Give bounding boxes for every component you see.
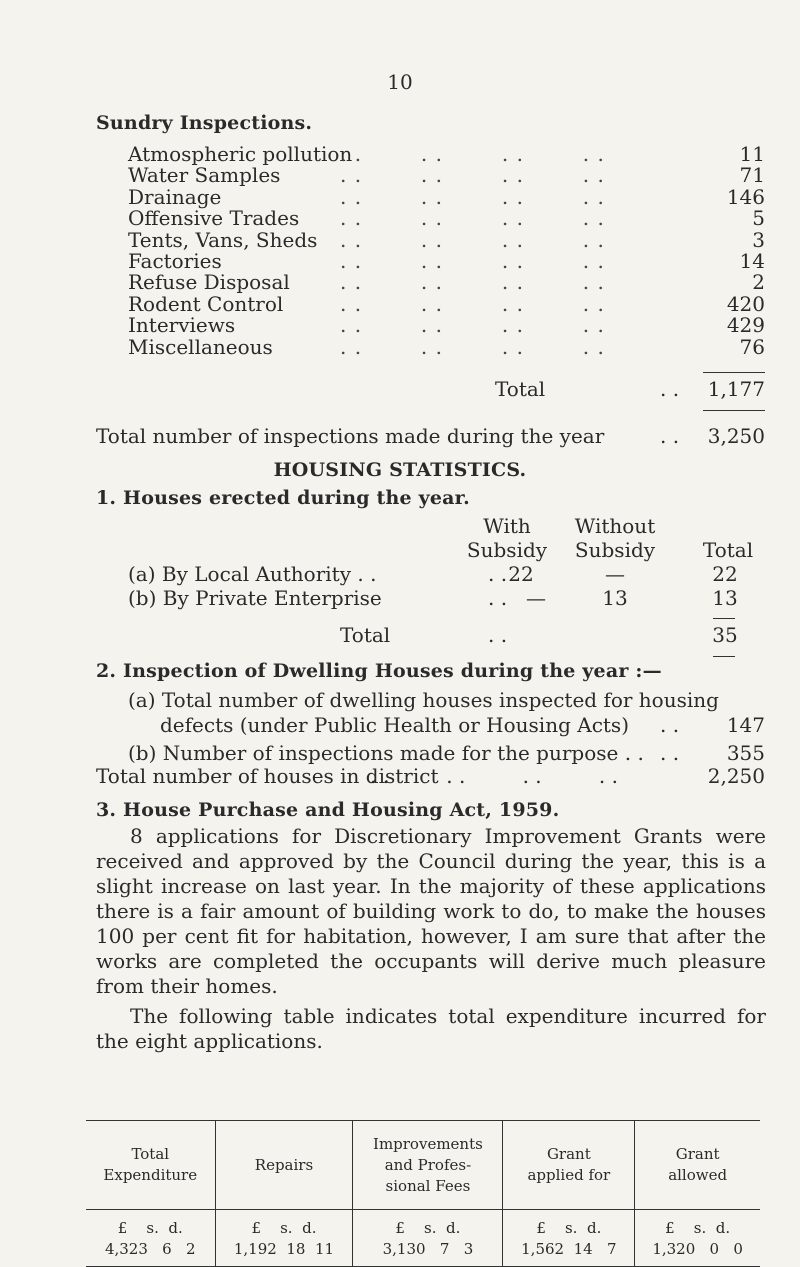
expenditure-header: Grant applied for (503, 1121, 635, 1210)
sundry-row-value: 11 (739, 142, 765, 166)
col-total: Total (702, 538, 754, 562)
expenditure-header: Repairs (215, 1121, 353, 1210)
sundry-row-value: 76 (739, 334, 765, 359)
sundry-row-value: 2 (752, 270, 765, 295)
sundry-row-label: Offensive Trades (128, 206, 300, 231)
leader-dots: . . . . . . . . (340, 142, 605, 166)
currency-units: £ s. d. (117, 1219, 183, 1237)
erected-total-value: 35 (712, 623, 738, 647)
erected-rule-bottom (713, 656, 735, 657)
sundry-row-value: 71 (739, 163, 765, 188)
sundry-row-label: Water Samples (128, 163, 281, 188)
row-local-authority: (a) By Local Authority . . (128, 562, 377, 586)
paragraph-table-intro: The following table indicates total expenditure incurred for the eight applications. (96, 1004, 766, 1053)
currency-units: £ s. d. (395, 1219, 461, 1237)
house-purchase-title: 3. House Purchase and Housing Act, 1959. (96, 799, 560, 821)
private-without: 13 (602, 586, 628, 610)
inspection-dwellings-title: 2. Inspection of Dwelling Houses during the year :— (96, 660, 662, 682)
sundry-row-value: 5 (752, 206, 765, 231)
local-without: — (605, 562, 625, 586)
sundry-row-label: Tents, Vans, Sheds (128, 227, 318, 252)
s2a-line1: (a) Total number of dwelling houses inspected for housing (128, 688, 719, 712)
erected-rule-top (713, 618, 735, 619)
sundry-row-value: 429 (726, 313, 765, 338)
leader-dots: . . . . . . . . (340, 334, 605, 359)
leader-dots: . . . . . . . . (340, 184, 605, 209)
sundry-row-label: Interviews (128, 313, 236, 338)
sundry-row (0, 335, 800, 361)
paragraph-applications: 8 applications for Discretionary Improvement Grants were received and approved by the Council during the year, this is a slight increase on last year. In the majority of these applications there is a fair amount of building work to do, to make the houses 100 per cent fit for habitation, however, I am sure that after the works are completed the occupants will derive much pleasure from their homes. (96, 824, 766, 998)
sundry-row-label: Miscellaneous (128, 334, 273, 359)
col-with: With (483, 514, 531, 538)
s2a-line2: defects (under Public Health or Housing Acts) (160, 713, 629, 737)
total-rule-bottom (703, 410, 765, 411)
expenditure-header: Total Expenditure (86, 1121, 215, 1210)
amount-value: 3,130 7 3 (382, 1240, 474, 1258)
page-number: 10 (387, 70, 413, 94)
amount-value: 4,323 6 2 (104, 1240, 196, 1258)
amount-value: 1,192 18 11 (233, 1240, 335, 1258)
private-with: — (526, 586, 546, 610)
expenditure-cell (215, 1210, 353, 1267)
expenditure-cell (353, 1210, 503, 1267)
expenditure-header: Improvements and Profes- sional Fees (353, 1121, 503, 1210)
sundry-row-label: Refuse Disposal (128, 270, 290, 295)
amount-value: 1,320 0 0 (652, 1240, 743, 1258)
sundry-row-value: 3 (752, 227, 765, 252)
sundry-row-label: Atmospheric pollution (128, 142, 353, 166)
all-inspections-label: Total number of inspections made during the year (96, 424, 605, 448)
s2a-value: 147 (726, 713, 765, 737)
total-rule-top (703, 372, 765, 373)
leader-dots: . . . . . . . . (340, 227, 605, 252)
s2b-value: 355 (726, 741, 765, 765)
private-total: 13 (712, 586, 738, 610)
row-private-enterprise: (b) By Private Enterprise (128, 586, 382, 610)
leader-dots: . . . . . . . . (340, 313, 605, 338)
sundry-row-label: Factories (128, 249, 222, 273)
houses-erected-title: 1. Houses erected during the year. (96, 487, 470, 509)
currency-units: £ s. d. (251, 1219, 317, 1237)
expenditure-cell (635, 1210, 760, 1267)
expenditure-table (86, 1120, 760, 1267)
col-without-subsidy: Subsidy (574, 538, 656, 562)
leader-dots: . . . . . . . . (340, 270, 605, 295)
s2b-label: (b) Number of inspections made for the purpose . . (128, 741, 644, 765)
all-inspections-value: 3,250 (707, 424, 765, 448)
expenditure-cell (503, 1210, 635, 1267)
sundry-row-label: Drainage (128, 184, 222, 209)
sundry-total-value: 1,177 (707, 377, 765, 401)
expenditure-cell (86, 1210, 215, 1267)
sundry-total-label: Total (495, 377, 546, 401)
col-without: Without (574, 514, 656, 538)
local-total: 22 (712, 562, 738, 586)
s2c-value: 2,250 (707, 764, 765, 788)
leader-dots: . . . . . . . . (340, 291, 605, 316)
currency-units: £ s. d. (665, 1219, 731, 1237)
currency-units: £ s. d. (536, 1219, 602, 1237)
amount-value: 1,562 14 7 (521, 1240, 617, 1258)
leader-dots: . . . . . . . . (340, 206, 605, 231)
sundry-row-value: 420 (726, 291, 765, 316)
housing-heading: HOUSING STATISTICS. (273, 459, 527, 481)
sundry-row-label: Rodent Control (128, 291, 284, 316)
sundry-heading: Sundry Inspections. (96, 112, 313, 134)
sundry-row-value: 146 (726, 184, 765, 209)
erected-total-label: Total (340, 623, 391, 647)
sundry-row-value: 14 (739, 249, 765, 273)
leader-dots: . . . . . . . . (340, 163, 605, 188)
col-with-subsidy: Subsidy (466, 538, 548, 562)
local-with: 22 (508, 562, 534, 586)
expenditure-header: Grant allowed (635, 1121, 760, 1210)
leader-dots: . . . . . . . . (340, 249, 605, 273)
s2c-label: Total number of houses in district (96, 764, 439, 788)
